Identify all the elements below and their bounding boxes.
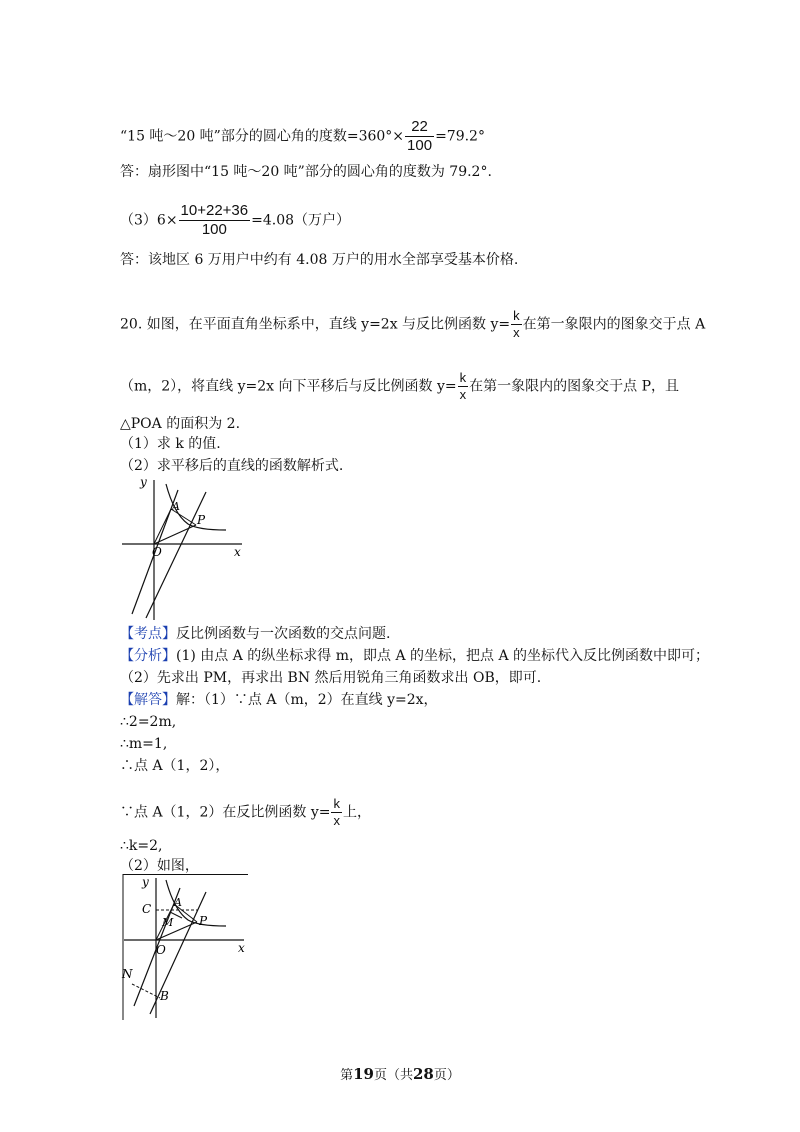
- text: “15 吨～20 吨”部分的圆心角的度数=360°×: [120, 128, 405, 145]
- fraction: [405, 118, 434, 155]
- denominator: 100: [201, 221, 227, 238]
- footer-suffix: 页）: [433, 1068, 460, 1083]
- solution-step-6: （2）如图，: [120, 858, 199, 874]
- fraction: [511, 308, 522, 341]
- fraction: [331, 796, 342, 829]
- solution-step-3: ∴点 A（1，2），: [120, 758, 230, 774]
- solution-step-2: ∴m=1,: [120, 736, 168, 752]
- question-20-part-1: （1）求 k 的值.: [120, 436, 221, 452]
- denominator: x: [513, 325, 520, 340]
- text: （m，2），将直线 y=2x 向下平移后与反比例函数 y=: [120, 378, 457, 395]
- answer-line-1: 答：扇形图中“15 吨～20 吨”部分的圆心角的度数为 79.2°.: [120, 164, 492, 180]
- numerator: k: [333, 796, 340, 811]
- jieda-tag: 【解答】: [120, 692, 176, 708]
- text: 在第一象限内的图象交于点 A: [522, 316, 706, 333]
- solution-line-angle: [120, 118, 485, 155]
- numerator: k: [513, 308, 520, 323]
- fraction: [458, 370, 469, 403]
- kaodian-line: [120, 624, 390, 644]
- fenxi-line: [120, 646, 709, 666]
- total-pages: 28: [413, 1065, 434, 1083]
- numerator: 10+22+36: [180, 202, 249, 219]
- text: （3）6×: [120, 212, 178, 229]
- point-m-label: M: [162, 916, 174, 929]
- point-p-label: P: [197, 513, 206, 527]
- point-a-label: A: [174, 896, 182, 909]
- figure-2: [120, 874, 250, 1020]
- text: 解：（1）∵点 A（m，2）在直线 y=2x，: [176, 692, 438, 708]
- denominator: x: [459, 387, 467, 402]
- text: ∵点 A（1，2）在反比例函数 y=: [120, 804, 331, 821]
- point-n-label: N: [122, 967, 133, 981]
- text: 20. 如图，在平面直角坐标系中，直线 y=2x 与反比例函数 y=: [120, 316, 511, 333]
- question-20-line-3: △POA 的面积为 2.: [120, 416, 241, 432]
- numerator: k: [459, 370, 467, 385]
- text: 反比例函数与一次函数的交点问题.: [176, 626, 391, 642]
- question-20-line-2: [120, 370, 679, 403]
- point-b-label: B: [160, 989, 169, 1003]
- fenxi-tag: 【分析】: [120, 648, 176, 664]
- text: =79.2°: [435, 128, 485, 145]
- y-axis-label: y: [140, 475, 147, 489]
- x-axis-label: x: [234, 545, 241, 559]
- text: (1) 由点 A 的纵坐标求得 m，即点 A 的坐标，把点 A 的坐标代入反比例函数中即可；: [176, 648, 710, 664]
- solution-step-5: ∴k=2,: [120, 838, 163, 854]
- footer-prefix: 第: [340, 1068, 354, 1083]
- text: =4.08（万户）: [251, 212, 351, 229]
- text: 上，: [342, 804, 371, 821]
- text: 在第一象限内的图象交于点 P，且: [469, 378, 679, 395]
- current-page: 19: [353, 1065, 374, 1083]
- question-20-line-1: [120, 308, 705, 341]
- numerator: 22: [405, 118, 434, 137]
- question-20-part-2: （2）求平移后的直线的函数解析式.: [120, 458, 344, 474]
- point-c-label: C: [142, 902, 152, 916]
- answer-line-2: 答：该地区 6 万用户中约有 4.08 万户的用水全部享受基本价格.: [120, 252, 519, 268]
- origin-label: O: [152, 545, 162, 559]
- solution-step-1: ∴2=2m,: [120, 714, 177, 730]
- footer-middle: 页（共: [373, 1068, 413, 1083]
- point-p-label: P: [199, 914, 208, 928]
- point-a-label: A: [172, 500, 180, 513]
- y-axis-label: y: [142, 875, 149, 889]
- x-axis-label: x: [238, 941, 245, 955]
- denominator: 100: [407, 137, 433, 154]
- denominator: x: [333, 813, 340, 828]
- page-footer: [0, 1064, 800, 1083]
- fenxi-line-2: （2）先求出 PM，再求出 BN 然后用锐角三角函数求出 OB，即可.: [120, 670, 542, 686]
- kaodian-tag: 【考点】: [120, 626, 176, 642]
- solution-line-3: [120, 202, 350, 239]
- solution-step-4: [120, 796, 371, 829]
- origin-label: O: [156, 943, 166, 957]
- fraction: [179, 202, 251, 239]
- figure-1: [118, 474, 248, 624]
- jieda-line: [120, 690, 438, 710]
